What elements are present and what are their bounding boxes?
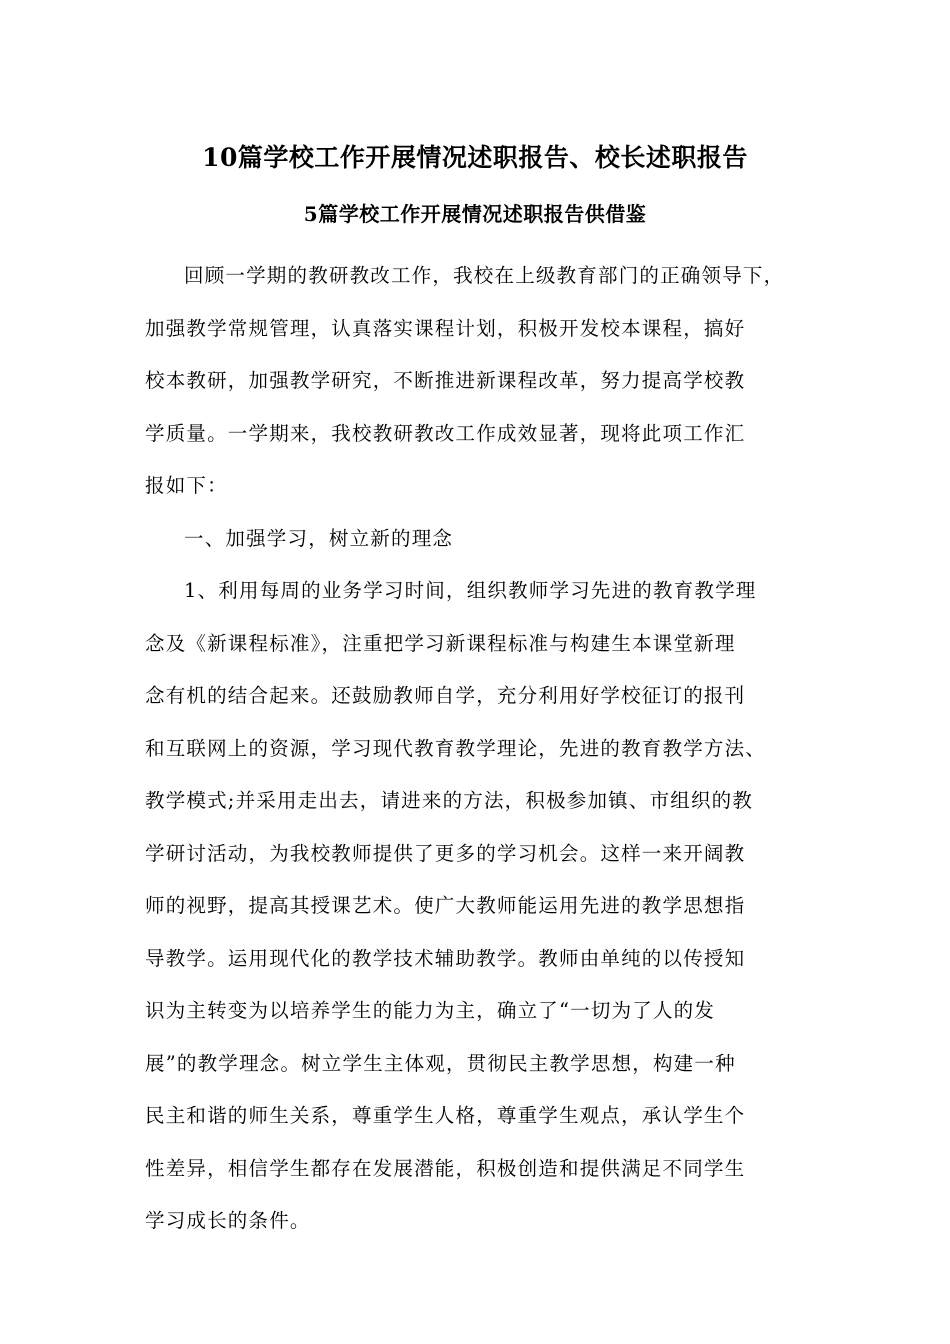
paragraph-line: 学习成长的条件。 [145,1209,311,1232]
paragraph-line: 导教学。运用现代化的教学技术辅助教学。教师由单纯的以传授知 [145,946,746,970]
paragraph-line: 展”的教学理念。树立学生主体观，贯彻民主教学思想，构建一种 [145,1051,736,1075]
paragraph-line: 念有机的结合起来。还鼓励教师自学，充分利用好学校征订的报刊 [145,684,746,707]
paragraph-line: 回顾一学期的教研教改工作，我校在上级教育部门的正确领导下， [184,264,785,287]
document-title: 10篇学校工作开展情况述职报告、校长述职报告 [202,143,748,172]
document-body [145,250,825,1248]
paragraph-line: 报如下： [145,474,228,497]
paragraph-line: 教学模式;并采用走出去，请进来的方法，积极参加镇、市组织的教 [145,789,754,812]
paragraph-line: 和互联网上的资源，学习现代教育教学理论，先进的教育教学方法、 [145,736,767,760]
paragraph-line: 1、利用每周的业务学习时间，组织教师学习先进的教育教学理 [184,579,757,602]
paragraph-line: 识为主转变为以培养学生的能力为主，确立了“一切为了人的发 [145,999,716,1022]
paragraph-line: 性差异，相信学生都存在发展潜能，积极创造和提供满足不同学生 [145,1156,746,1180]
paragraph-line: 学研讨活动，为我校教师提供了更多的学习机会。这样一来开阔教 [145,841,746,865]
paragraph-line: 校本教研，加强教学研究，不断推进新课程改革，努力提高学校教 [145,369,746,392]
paragraph-line: 民主和谐的师生关系，尊重学生人格，尊重学生观点，承认学生个 [145,1104,746,1127]
paragraph-line: 学质量。一学期来，我校教研教改工作成效显著，现将此项工作汇 [145,421,746,445]
paragraph-line: 师的视野，提高其授课艺术。使广大教师能运用先进的教学思想指 [145,894,746,917]
document-subtitle: 5篇学校工作开展情况述职报告供借鉴 [303,202,647,226]
paragraph-line: 加强教学常规管理，认真落实课程计划，积极开发校本课程，搞好 [145,316,746,340]
section-heading: 一、加强学习，树立新的理念 [184,526,454,550]
paragraph-line: 念及《新课程标准》，注重把学习新课程标准与构建生本课堂新理 [145,631,736,655]
